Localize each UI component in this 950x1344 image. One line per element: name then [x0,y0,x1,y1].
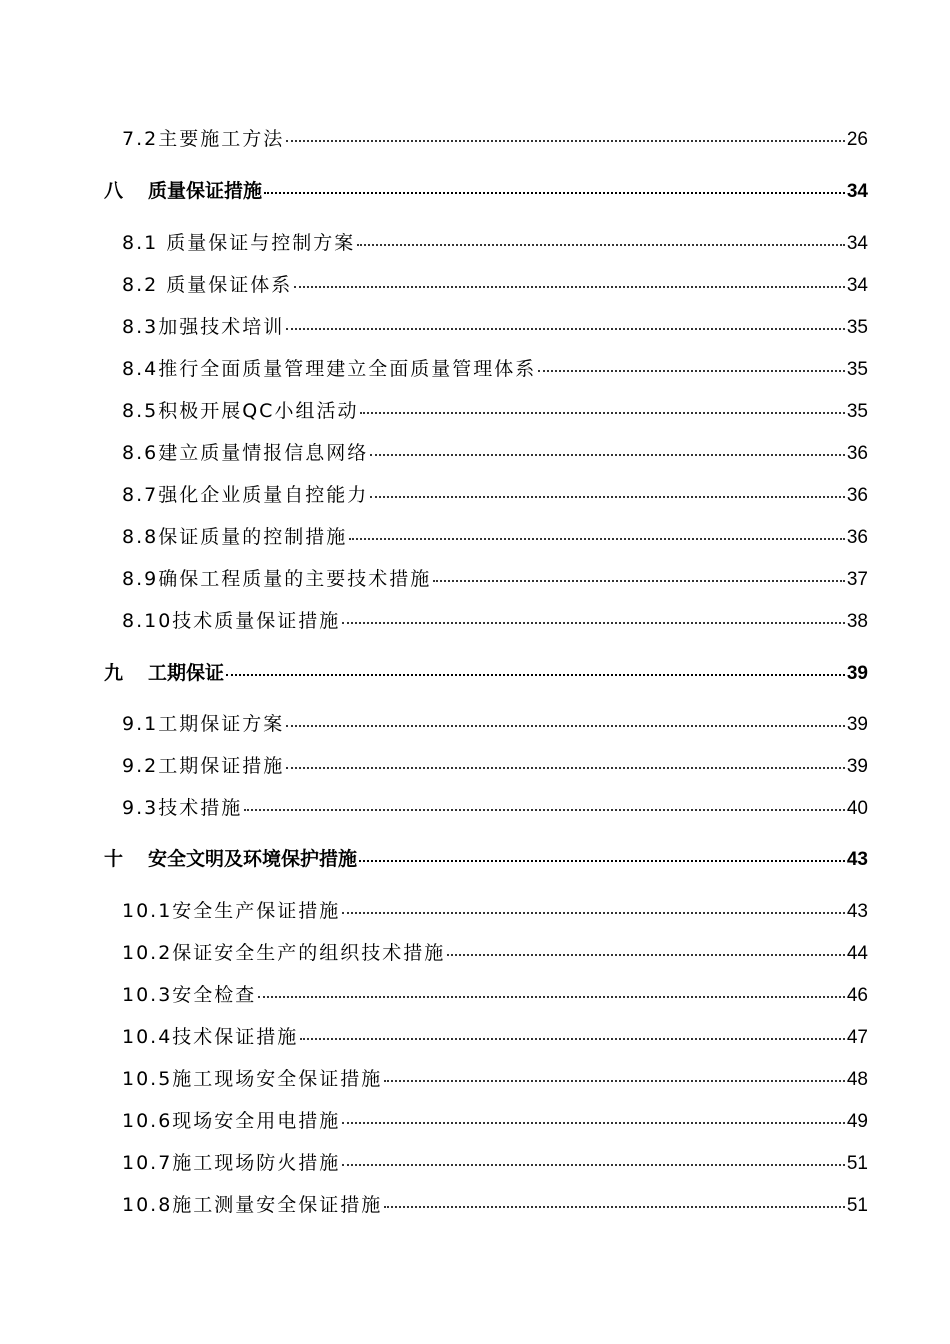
toc-page-number: 34 [846,275,868,296]
dot-leader [342,912,845,914]
toc-entry-label: 8.7强化企业质量自控能力 [122,484,369,506]
toc-entry-label: 10.4技术保证措施 [122,1026,299,1048]
dot-leader [264,192,845,194]
toc-entry-label: 10.8施工测量安全保证措施 [122,1194,383,1216]
toc-page-number: 40 [846,798,868,819]
toc-entry-label: 9.2工期保证措施 [122,755,285,777]
toc-page-number: 39 [846,663,868,684]
toc-chapter-title: 质量保证措施 [148,180,263,202]
toc-page-number: 51 [846,1195,868,1216]
toc-page-number: 43 [846,901,868,922]
dot-leader [384,1080,845,1082]
toc-page-number: 47 [846,1027,868,1048]
toc-entry-label: 7.2主要施工方法 [122,128,285,150]
toc-page-number: 49 [846,1111,868,1132]
toc-entry-label: 10.2保证安全生产的组织技术措施 [122,942,446,964]
toc-entry-8-1[interactable] [122,228,868,255]
dot-leader [342,1122,845,1124]
toc-entry-label: 8.6建立质量情报信息网络 [122,442,369,464]
toc-entry-10-8[interactable] [122,1190,868,1217]
dot-leader [359,860,845,862]
toc-chapter-title: 工期保证 [148,662,225,684]
toc-entry-10-2[interactable] [122,938,868,965]
toc-entry-10-7[interactable] [122,1148,868,1175]
toc-page-number: 35 [846,317,868,338]
toc-page-number: 46 [846,985,868,1006]
dot-leader [244,809,845,811]
dot-leader [286,725,845,727]
toc-entry-8-9[interactable] [122,564,868,591]
toc-page-number: 36 [846,485,868,506]
toc-entry-8-8[interactable] [122,522,868,549]
dot-leader [370,454,845,456]
dot-leader [433,580,845,582]
toc-entry-label: 9.1工期保证方案 [122,713,285,735]
dot-leader [349,538,845,540]
toc-page-number: 48 [846,1069,868,1090]
toc-entry-label: 8.2 质量保证体系 [122,274,293,296]
toc-page-number: 43 [846,849,868,870]
toc-page-number: 34 [846,233,868,254]
dot-leader [370,496,845,498]
dot-leader [360,412,844,414]
toc-entry-label: 10.6现场安全用电措施 [122,1110,341,1132]
dot-leader [384,1206,845,1208]
toc-entry-label: 10.7施工现场防火措施 [122,1152,341,1174]
dot-leader [286,140,845,142]
dot-leader [342,622,845,624]
toc-chapter-title: 安全文明及环境保护措施 [148,848,358,870]
toc-entry-8-2[interactable] [122,270,868,297]
toc-chapter-8[interactable] [104,176,868,203]
toc-page-number: 26 [846,129,868,150]
toc-entry-8-5[interactable] [122,396,868,423]
toc-page-number: 34 [846,181,868,202]
toc-page-number: 38 [846,611,868,632]
toc-entry-label: 8.9确保工程质量的主要技术措施 [122,568,432,590]
toc-entry-10-1[interactable] [122,896,868,923]
dot-leader [258,996,845,998]
toc-entry-label: 10.1安全生产保证措施 [122,900,341,922]
toc-page-number: 51 [846,1153,868,1174]
dot-leader [538,370,845,372]
dot-leader [286,767,845,769]
toc-entry-8-6[interactable] [122,438,868,465]
toc-chapter-number: 十 [104,848,124,870]
toc-page-number: 44 [846,943,868,964]
toc-page-number: 39 [846,756,868,777]
toc-entry-label: 8.10技术质量保证措施 [122,610,341,632]
toc-entry-label: 10.5施工现场安全保证措施 [122,1068,383,1090]
dot-leader [357,244,845,246]
toc-page-number: 39 [846,714,868,735]
toc-entry-7-2[interactable] [122,124,868,151]
toc-entry-label: 8.8保证质量的控制措施 [122,526,348,548]
toc-entry-10-5[interactable] [122,1064,868,1091]
toc-page-number: 37 [846,569,868,590]
dot-leader [342,1164,845,1166]
toc-entry-8-10[interactable] [122,606,868,633]
toc-entry-10-3[interactable] [122,980,868,1007]
toc-page-number: 35 [846,359,868,380]
toc-chapter-9[interactable] [104,658,868,685]
toc-entry-label: 8.1 质量保证与控制方案 [122,232,356,254]
toc-page-number: 36 [846,443,868,464]
toc-entry-8-3[interactable] [122,312,868,339]
toc-entry-label: 8.3加强技术培训 [122,316,285,338]
toc-entry-10-6[interactable] [122,1106,868,1133]
toc-chapter-number: 九 [104,662,124,684]
toc-entry-8-4[interactable] [122,354,868,381]
toc-chapter-10[interactable] [104,844,868,871]
toc-entry-label: 9.3技术措施 [122,797,243,819]
toc-entry-8-7[interactable] [122,480,868,507]
dot-leader [294,286,845,288]
dot-leader [447,954,845,956]
toc-entry-label: 10.3安全检查 [122,984,257,1006]
toc-entry-10-4[interactable] [122,1022,868,1049]
toc-entry-9-1[interactable] [122,709,868,736]
toc-page-number: 35 [846,401,868,422]
toc-chapter-number: 八 [104,180,124,202]
toc-entry-label: 8.4推行全面质量管理建立全面质量管理体系 [122,358,537,380]
toc-entry-label: 8.5积极开展QC小组活动 [122,400,359,422]
toc-entry-9-3[interactable] [122,793,868,820]
toc-page-number: 36 [846,527,868,548]
dot-leader [300,1038,845,1040]
toc-entry-9-2[interactable] [122,751,868,778]
dot-leader [286,328,845,330]
dot-leader [226,674,845,676]
